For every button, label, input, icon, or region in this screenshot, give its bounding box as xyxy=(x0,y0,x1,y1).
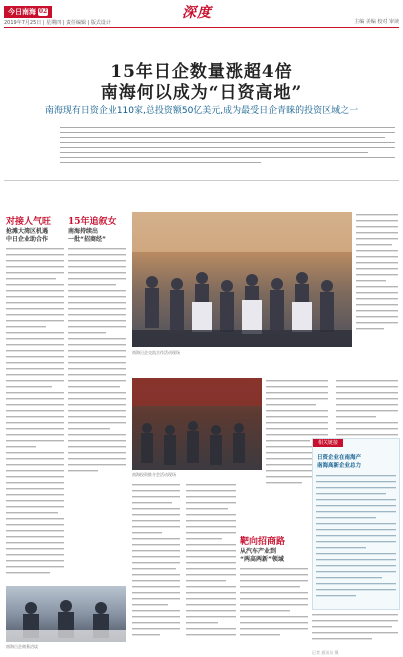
bottom-section-title: 靶向招商路 xyxy=(240,537,286,547)
header-rule xyxy=(4,27,399,28)
bottom-mid-lines-svg xyxy=(132,482,236,642)
bottom-section-sub2: “两高两新”领域 xyxy=(240,556,284,563)
mid-column-lines xyxy=(68,248,126,471)
right-bottom-lines xyxy=(312,614,398,639)
headline-line2: 南海何以成为“日资高地” xyxy=(100,83,303,103)
right-bottom-lines-svg xyxy=(312,612,398,644)
related-link-title2: 南海高新企业总力 xyxy=(317,463,362,469)
right-column-top-lines xyxy=(356,214,398,329)
audience-shapes xyxy=(141,421,245,465)
related-link-lines xyxy=(316,475,396,596)
right-column-top-lines-svg xyxy=(356,212,398,342)
left-column-sub2: 中日企业助合作 xyxy=(6,236,49,243)
bottom-right-body xyxy=(240,566,308,644)
footer-credits: 记者 通讯员 摄 xyxy=(312,650,339,655)
dateline: 2019年7月25日 | 星期四 | 责任编辑 | 版式设计 xyxy=(4,20,111,26)
related-link-lines-svg xyxy=(316,473,396,603)
bottom-right-lines xyxy=(240,568,308,635)
caption-photo-mid: 南海投资推介会活动现场 xyxy=(132,472,176,477)
bottom-mid-lines xyxy=(132,484,236,635)
right-bottom-body xyxy=(312,612,398,644)
conference-photo-mid-scene xyxy=(132,378,262,470)
left-column-body xyxy=(6,246,64,586)
mid-column-sub2: 一批“招商经” xyxy=(68,236,106,243)
bottom-section-sub1: 从汽车产业到 xyxy=(240,548,277,555)
conference-photo-mid xyxy=(132,378,262,470)
lead-divider xyxy=(4,180,399,181)
headline-subhead: 南海现有日资企业110家,总投资额50亿美元,成为最受日企青睐的投资区域之一 xyxy=(44,106,359,116)
shirt-shapes xyxy=(192,300,312,334)
related-link-box xyxy=(312,438,400,610)
section-logo: 今日南海 02 xyxy=(4,6,52,18)
section-badge: 02 xyxy=(38,8,48,15)
bottom-mid-body xyxy=(132,482,236,642)
right-column-top-body xyxy=(356,212,398,342)
mid-column-sub1: 南海持续出 xyxy=(68,228,99,235)
lead-paragraph xyxy=(60,125,395,177)
related-link-label: 相关链接 xyxy=(313,439,343,447)
bottom-right-lines-svg xyxy=(240,566,308,644)
related-link-title1: 日资企业在南海产 xyxy=(317,455,362,461)
headline-line1: 15年日企数量涨超4倍 xyxy=(110,62,293,82)
business-photo-left-scene xyxy=(6,586,126,642)
caption-photo-left: 南海日企商务洽谈 xyxy=(6,644,38,649)
left-column-lines xyxy=(6,248,64,573)
left-column-title: 对接人气旺 xyxy=(6,217,52,227)
brand-title: 深度 xyxy=(182,5,212,21)
contact-info: 主编 美编 校对 审读 xyxy=(354,19,399,25)
left-column-text-lines xyxy=(6,246,64,586)
conference-photo-top xyxy=(132,212,352,347)
mid-column-body xyxy=(68,246,126,476)
mid-column-title: 15年追叙女 xyxy=(68,217,117,227)
caption-photo-top: 南海日企交流合作活动现场 xyxy=(132,350,180,355)
left-column-sub1: 抢滩大湾区机遇 xyxy=(6,228,49,235)
mid-column-text-lines xyxy=(68,246,126,476)
conference-photo-top-scene xyxy=(132,212,352,347)
business-photo-left xyxy=(6,586,126,642)
